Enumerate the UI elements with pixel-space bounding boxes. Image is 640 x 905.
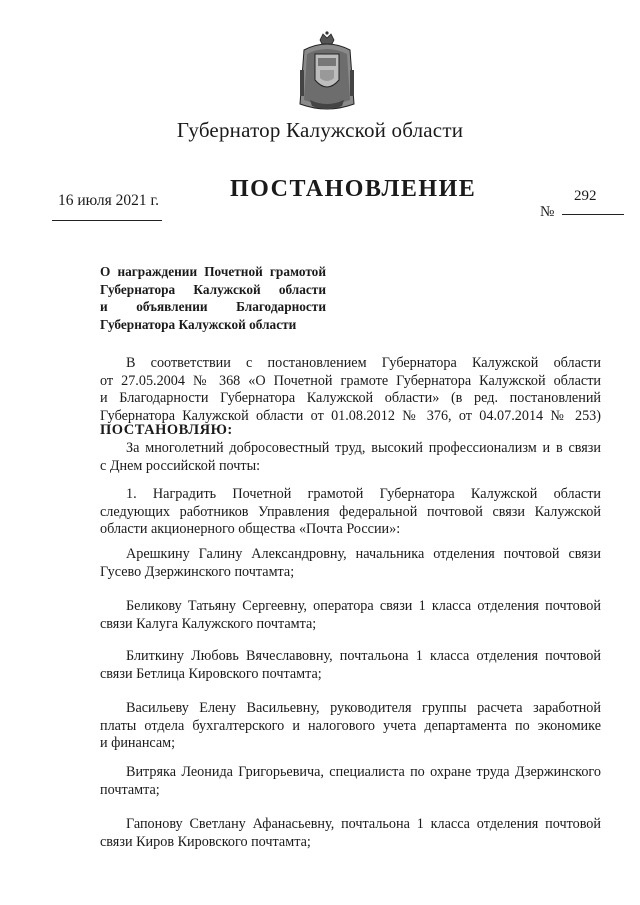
awardee-item xyxy=(100,816,601,851)
date-underline xyxy=(52,220,162,221)
decree-keyword: ПОСТАНОВЛЯЮ: xyxy=(100,422,233,438)
clause-line: области акционерного общества «Почта России»: xyxy=(100,521,401,537)
document-subject xyxy=(100,263,326,333)
awardee-line: Васильеву Елену Васильевну, руководителя группы расчета заработной xyxy=(126,700,601,716)
awardee-line: и финансам; xyxy=(100,735,176,751)
document-number: 292 xyxy=(574,188,597,204)
awardee-line: связи Калуга Калужского почтамта; xyxy=(100,615,317,632)
preamble-line: от 27.05.2004 № 368 «О Почетной грамоте Губернатора Калужской области xyxy=(100,372,601,389)
subject-line: О награждении Почетной грамотой xyxy=(100,264,326,279)
reason-line: За многолетний добросовестный труд, высокий профессионализм и в связи xyxy=(126,440,601,456)
subject-line: Губернатора Калужской области xyxy=(100,316,297,332)
number-underline xyxy=(562,214,624,215)
subject-line: Губернатора Калужской области xyxy=(100,281,326,297)
awardee-line: платы отдела бухгалтерского и налогового учета департамента по экономике xyxy=(100,717,601,734)
awardee-line: связи Бетлица Кировского почтамта; xyxy=(100,665,322,682)
reason-paragraph xyxy=(100,440,601,475)
document-type-title: ПОСТАНОВЛЕНИЕ xyxy=(230,176,477,202)
awardee-item xyxy=(100,598,601,633)
coat-of-arms-emblem xyxy=(296,30,358,114)
awardee-item xyxy=(100,546,601,581)
number-label: № xyxy=(540,204,555,220)
awardee-item xyxy=(100,700,601,753)
awardee-item xyxy=(100,648,601,683)
subject-line: и объявлении Благодарности xyxy=(100,299,326,315)
document-date: 16 июля 2021 г. xyxy=(58,192,159,209)
awardee-line: Блиткину Любовь Вячеславовну, почтальона 1 класса отделения почтовой xyxy=(126,648,601,664)
awardee-line: Арешкину Галину Александровну, начальника отделения почтовой связи xyxy=(126,546,601,562)
preamble-paragraph xyxy=(100,355,601,425)
preamble-line: Губернатора Калужской области от 01.08.2012 № 376, от 04.07.2014 № 253) xyxy=(100,407,601,424)
awardee-line: Гусево Дзержинского почтамта; xyxy=(100,563,295,580)
awardee-item xyxy=(100,764,601,799)
preamble-line: В соответствии с постановлением Губернатора Калужской области xyxy=(126,355,601,371)
awardee-line: связи Киров Кировского почтамта; xyxy=(100,833,311,850)
reason-line: с Днем российской почты: xyxy=(100,457,261,474)
preamble-line: и Благодарности Губернатора Калужской области» (в ред. постановлений xyxy=(100,390,601,406)
clause-1-paragraph xyxy=(100,486,601,539)
clause-line: 1. Наградить Почетной грамотой Губернатора Калужской области xyxy=(126,486,601,502)
issuing-authority: Губернатор Калужской области xyxy=(176,118,464,142)
awardee-line: Витряка Леонида Григорьевича, специалиста по охране труда Дзержинского xyxy=(126,764,601,780)
clause-line: следующих работников Управления федеральной почтовой связи Калужской xyxy=(100,503,601,520)
awardee-line: Гапонову Светлану Афанасьевну, почтальона 1 класса отделения почтовой xyxy=(126,816,601,832)
awardee-line: Беликову Татьяну Сергеевну, оператора связи 1 класса отделения почтовой xyxy=(126,598,601,614)
awardee-line: почтамта; xyxy=(100,781,160,798)
